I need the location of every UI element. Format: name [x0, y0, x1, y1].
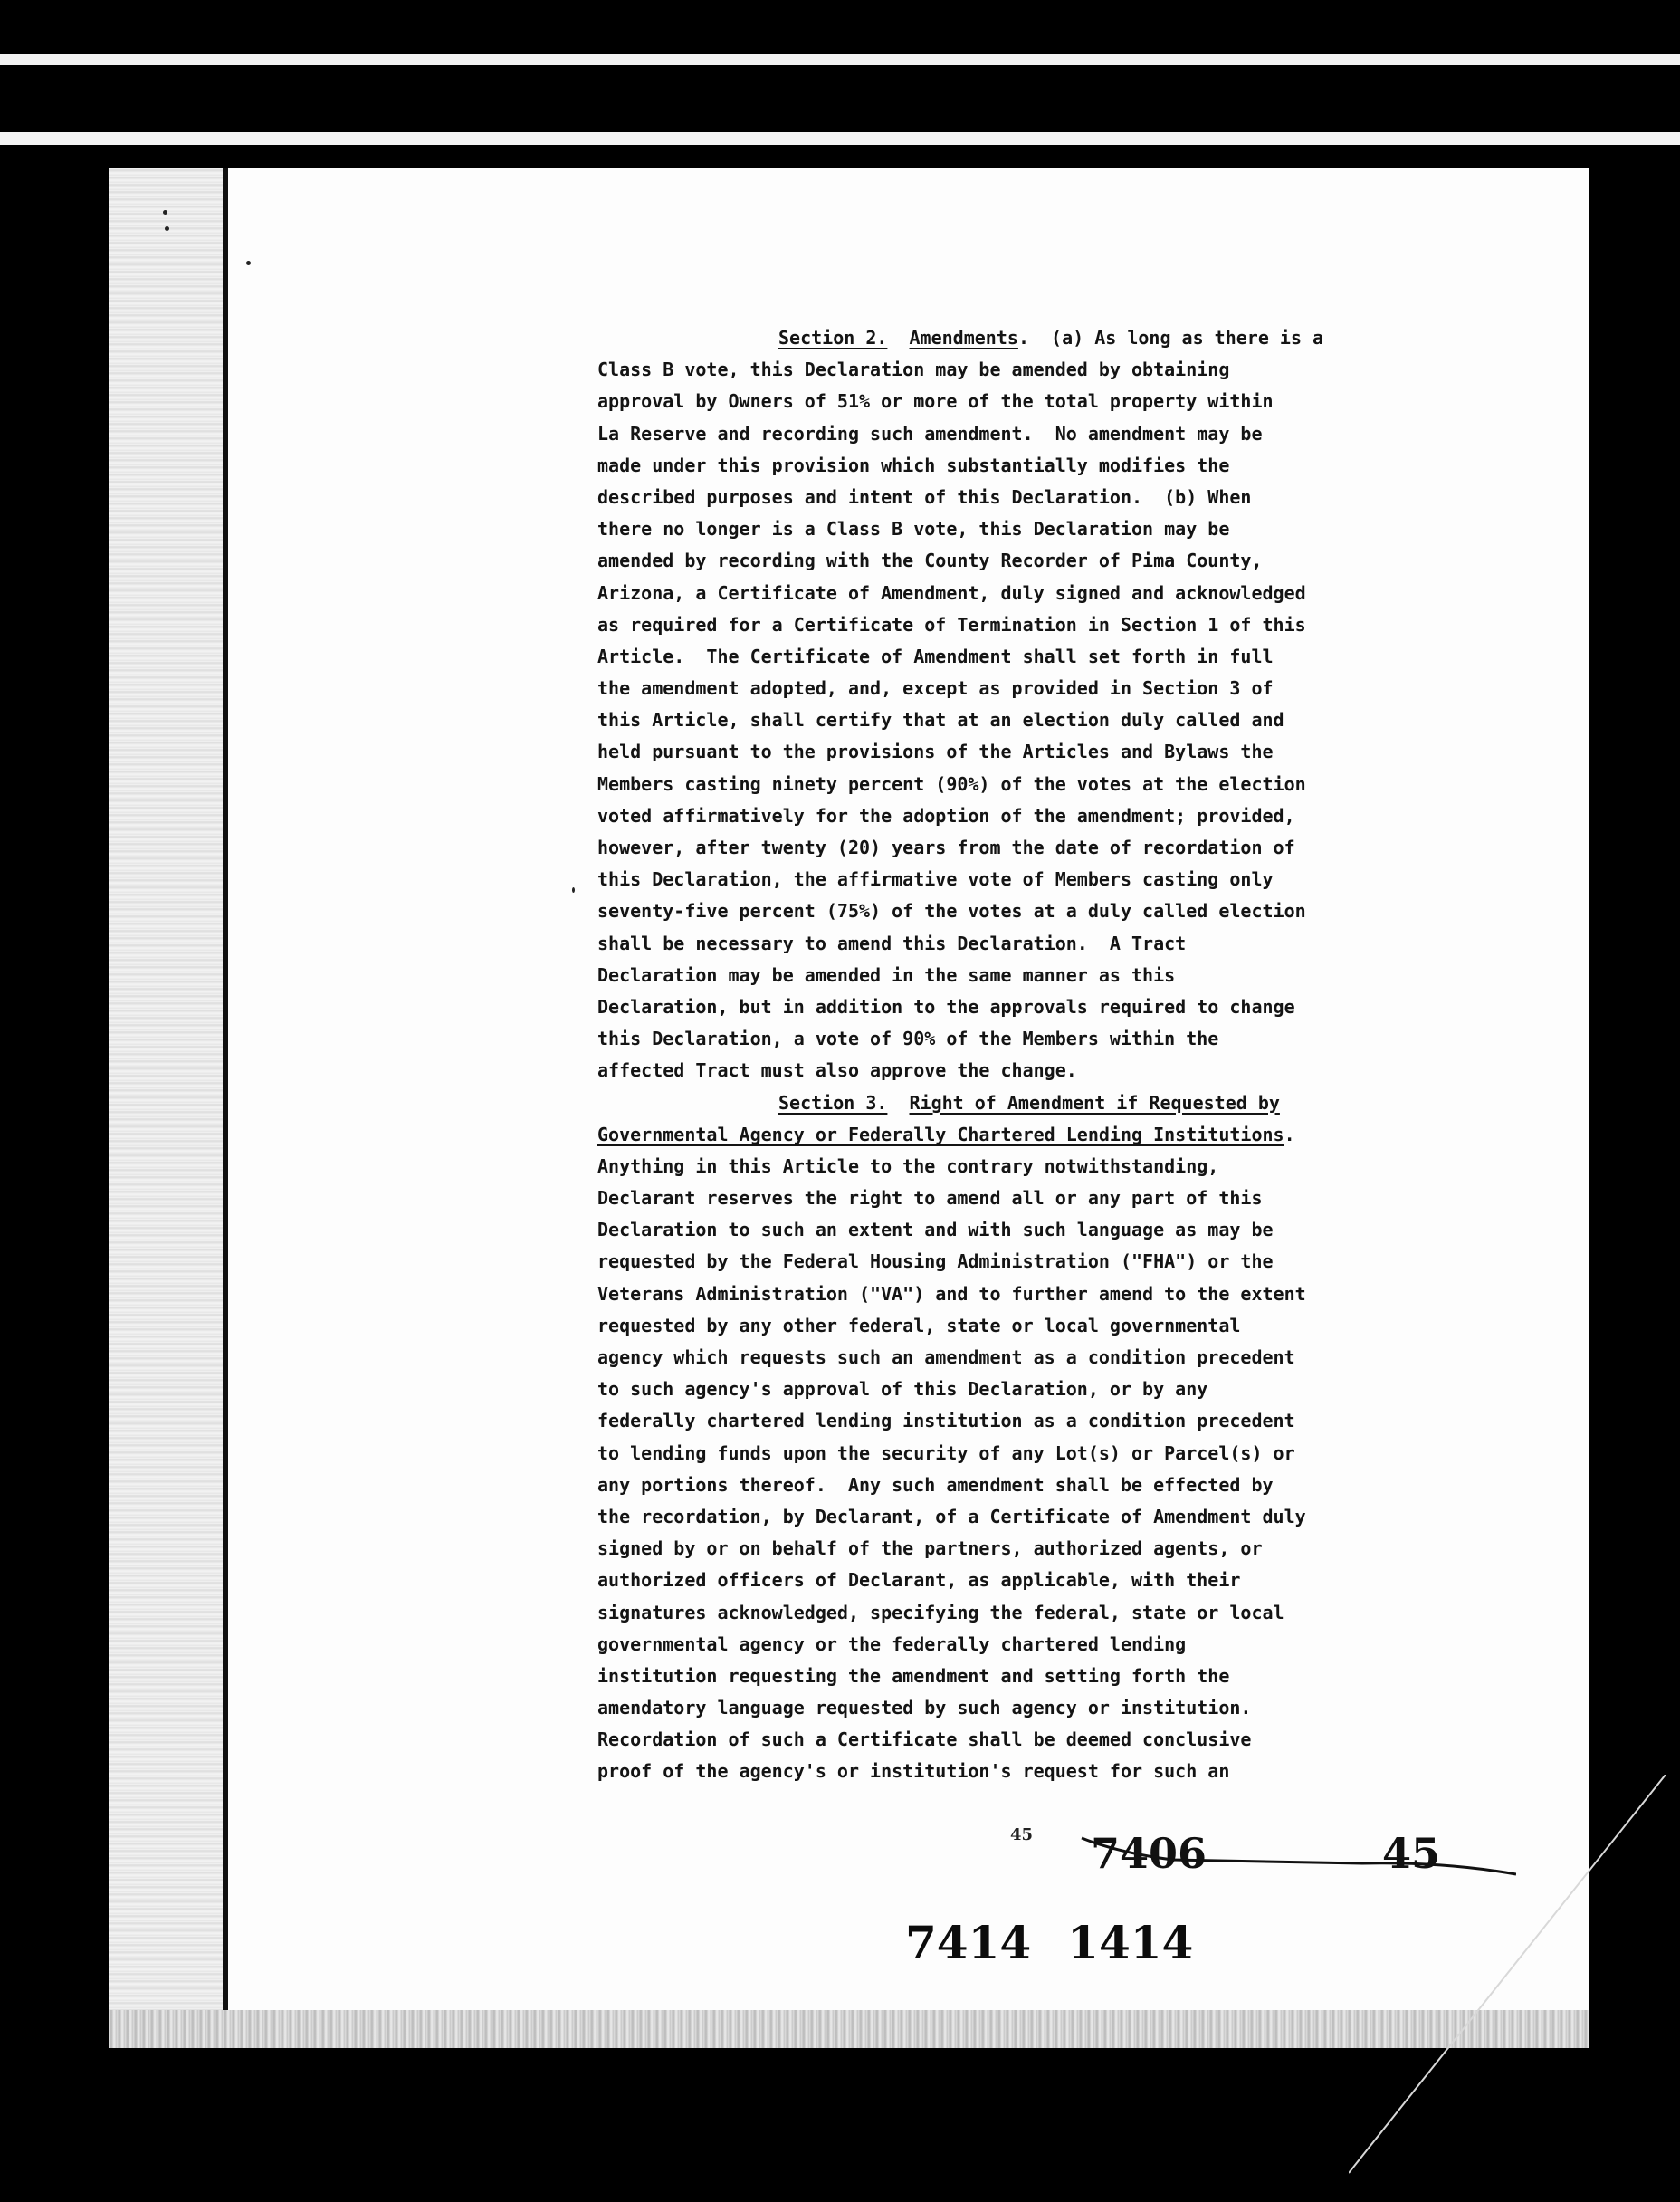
- underlined-heading-text: Amendments: [909, 327, 1018, 349]
- underlined-heading-text: Section 2.: [778, 327, 888, 349]
- text-line: [597, 1246, 1503, 1278]
- text-line: [597, 450, 1503, 482]
- text-segment: Class B vote, this Declaration may be amended by obtaining: [597, 359, 1230, 381]
- text-line: [597, 1597, 1503, 1629]
- text-line: [597, 1151, 1503, 1182]
- text-segment: there no longer is a Class B vote, this Declaration may be: [597, 518, 1230, 541]
- text-segment: this Declaration, the affirmative vote of Members casting only: [597, 868, 1274, 891]
- scan-speck: [163, 210, 167, 215]
- text-segment: requested by the Federal Housing Administration ("FHA") or the: [597, 1250, 1274, 1273]
- binding-rule: [223, 168, 228, 2048]
- text-segment: federally chartered lending institution as a condition precedent: [597, 1410, 1295, 1432]
- text-segment: seventy-five percent (75%) of the votes at a duly called election: [597, 900, 1306, 923]
- text-segment: . (a) As long as there is a: [1017, 327, 1324, 349]
- text-line: [597, 704, 1503, 736]
- new-folio-page: 1414: [1067, 1916, 1194, 1969]
- scan-artifact-line: [0, 54, 1680, 65]
- text-line: [597, 1374, 1503, 1405]
- text-segment: Veterans Administration ("VA") and to further amend to the extent: [597, 1282, 1306, 1305]
- text-segment: proof of the agency's or institution's request for such an: [597, 1760, 1230, 1783]
- text-segment: the recordation, by Declarant, of a Certificate of Amendment duly: [597, 1505, 1306, 1527]
- text-line: [597, 1405, 1503, 1437]
- text-segment: the amendment adopted, and, except as provided in Section 3 of: [597, 677, 1274, 700]
- scan-speck: [246, 261, 251, 265]
- text-line: [597, 1470, 1503, 1501]
- text-line: [597, 1342, 1503, 1374]
- text-line: [597, 928, 1503, 960]
- text-segment: requested by any other federal, state or local governmental: [597, 1314, 1241, 1336]
- text-segment: authorized officers of Declarant, as applicable, with their: [597, 1569, 1241, 1592]
- text-line: [597, 895, 1503, 927]
- text-line: [597, 1182, 1503, 1214]
- text-line: [597, 1661, 1503, 1692]
- text-line: [597, 1533, 1503, 1565]
- text-line: [597, 991, 1503, 1023]
- text-line: [597, 1692, 1503, 1724]
- text-line: [597, 1629, 1503, 1661]
- text-line: [597, 609, 1503, 641]
- text-segment: Declaration to such an extent and with such language as may be: [597, 1219, 1274, 1241]
- underlined-heading-text: Right of Amendment if Requested by: [909, 1091, 1280, 1114]
- folio-small-number: 45: [1010, 1825, 1034, 1844]
- underlined-heading-text: Governmental Agency or Federally Chartered Lending Institutions: [597, 1123, 1284, 1145]
- text-line: [597, 832, 1503, 864]
- text-line: [597, 1023, 1503, 1055]
- text-line: [597, 545, 1503, 577]
- text-line: [597, 960, 1503, 991]
- text-segment: [887, 1092, 909, 1114]
- text-line: [597, 513, 1503, 545]
- new-folio-stamp: [905, 1916, 1193, 1969]
- scan-top-band: [0, 0, 1680, 53]
- text-segment: voted affirmatively for the adoption of the amendment; provided,: [597, 804, 1295, 827]
- text-segment: any portions thereof. Any such amendment shall be effected by: [597, 1473, 1274, 1496]
- text-segment: described purposes and intent of this Declaration. (b) When: [597, 485, 1252, 508]
- text-line: [597, 1087, 1503, 1119]
- text-segment: Declarant reserves the right to amend all or any part of this: [597, 1187, 1263, 1210]
- text-line: [597, 800, 1503, 832]
- text-line: [597, 1310, 1503, 1342]
- text-line: [597, 769, 1503, 800]
- text-segment: amendatory language requested by such agency or institution.: [597, 1697, 1252, 1719]
- text-segment: this Article, shall certify that at an election duly called and: [597, 709, 1284, 732]
- text-line: [597, 1438, 1503, 1470]
- text-line: [597, 1278, 1503, 1310]
- scan-diagonal-artifact: [1349, 1775, 1675, 2182]
- text-line: [597, 1565, 1503, 1596]
- text-segment: to lending funds upon the security of any Lot(s) or Parcel(s) or: [597, 1441, 1295, 1464]
- text-segment: .: [1284, 1123, 1295, 1145]
- scan-margin-noise: [109, 168, 224, 2048]
- scan-artifact-line: [0, 132, 1680, 145]
- text-segment: [887, 327, 909, 349]
- text-line: [597, 322, 1503, 354]
- text-segment: Declaration, but in addition to the approvals required to change: [597, 995, 1295, 1018]
- text-segment: held pursuant to the provisions of the Articles and Bylaws the: [597, 741, 1274, 763]
- old-folio-book: 7406: [1091, 1829, 1208, 1878]
- text-segment: signed by or on behalf of the partners, authorized agents, or: [597, 1537, 1263, 1560]
- text-line: [597, 354, 1503, 386]
- text-line: [597, 1119, 1503, 1151]
- text-segment: agency which requests such an amendment as a condition precedent: [597, 1346, 1295, 1368]
- text-segment: affected Tract must also approve the change.: [597, 1059, 1077, 1082]
- text-line: [597, 1501, 1503, 1533]
- text-segment: governmental agency or the federally chartered lending: [597, 1632, 1187, 1655]
- text-line: [597, 482, 1503, 513]
- old-folio-page: 45: [1382, 1829, 1441, 1878]
- text-segment: Anything in this Article to the contrary notwithstanding,: [597, 1154, 1219, 1177]
- text-line: [597, 641, 1503, 673]
- underlined-heading-text: Section 3.: [778, 1091, 888, 1114]
- text-segment: institution requesting the amendment and setting forth the: [597, 1664, 1230, 1687]
- text-line: [597, 673, 1503, 704]
- text-segment: Arizona, a Certificate of Amendment, duly signed and acknowledged: [597, 581, 1306, 604]
- text-segment: as required for a Certificate of Termination in Section 1 of this: [597, 613, 1306, 636]
- text-segment: made under this provision which substantially modifies the: [597, 454, 1230, 476]
- text-line: [597, 1055, 1503, 1087]
- text-segment: however, after twenty (20) years from the date of recordation of: [597, 837, 1295, 858]
- text-line: [597, 864, 1503, 895]
- scan-speck: [572, 887, 575, 893]
- text-segment: approval by Owners of 51% or more of the total property within: [597, 390, 1274, 413]
- text-line: [597, 736, 1503, 768]
- text-line: [597, 1214, 1503, 1246]
- new-folio-book: 7414: [905, 1916, 1032, 1969]
- text-segment: signatures acknowledged, specifying the federal, state or local: [597, 1601, 1284, 1623]
- scan-speck: [165, 226, 169, 231]
- text-segment: this Declaration, a vote of 90% of the Members within the: [597, 1028, 1219, 1050]
- text-line: [597, 1724, 1503, 1756]
- text-segment: Recordation of such a Certificate shall be deemed conclusive: [597, 1728, 1252, 1751]
- text-line: [597, 418, 1503, 450]
- text-segment: to such agency's approval of this Declaration, or by any: [597, 1378, 1208, 1401]
- document-body-text: [597, 322, 1503, 1788]
- text-segment: La Reserve and recording such amendment. No amendment may be: [597, 422, 1263, 445]
- text-segment: Members casting ninety percent (90%) of the votes at the election: [597, 772, 1306, 795]
- document-page: [109, 168, 1589, 2048]
- text-line: [597, 386, 1503, 417]
- text-segment: amended by recording with the County Recorder of Pima County,: [597, 550, 1263, 572]
- text-line: [597, 578, 1503, 609]
- text-segment: Declaration may be amended in the same manner as this: [597, 963, 1176, 986]
- text-segment: shall be necessary to amend this Declaration. A Tract: [597, 932, 1187, 954]
- text-segment: Article. The Certificate of Amendment shall set forth in full: [597, 645, 1274, 667]
